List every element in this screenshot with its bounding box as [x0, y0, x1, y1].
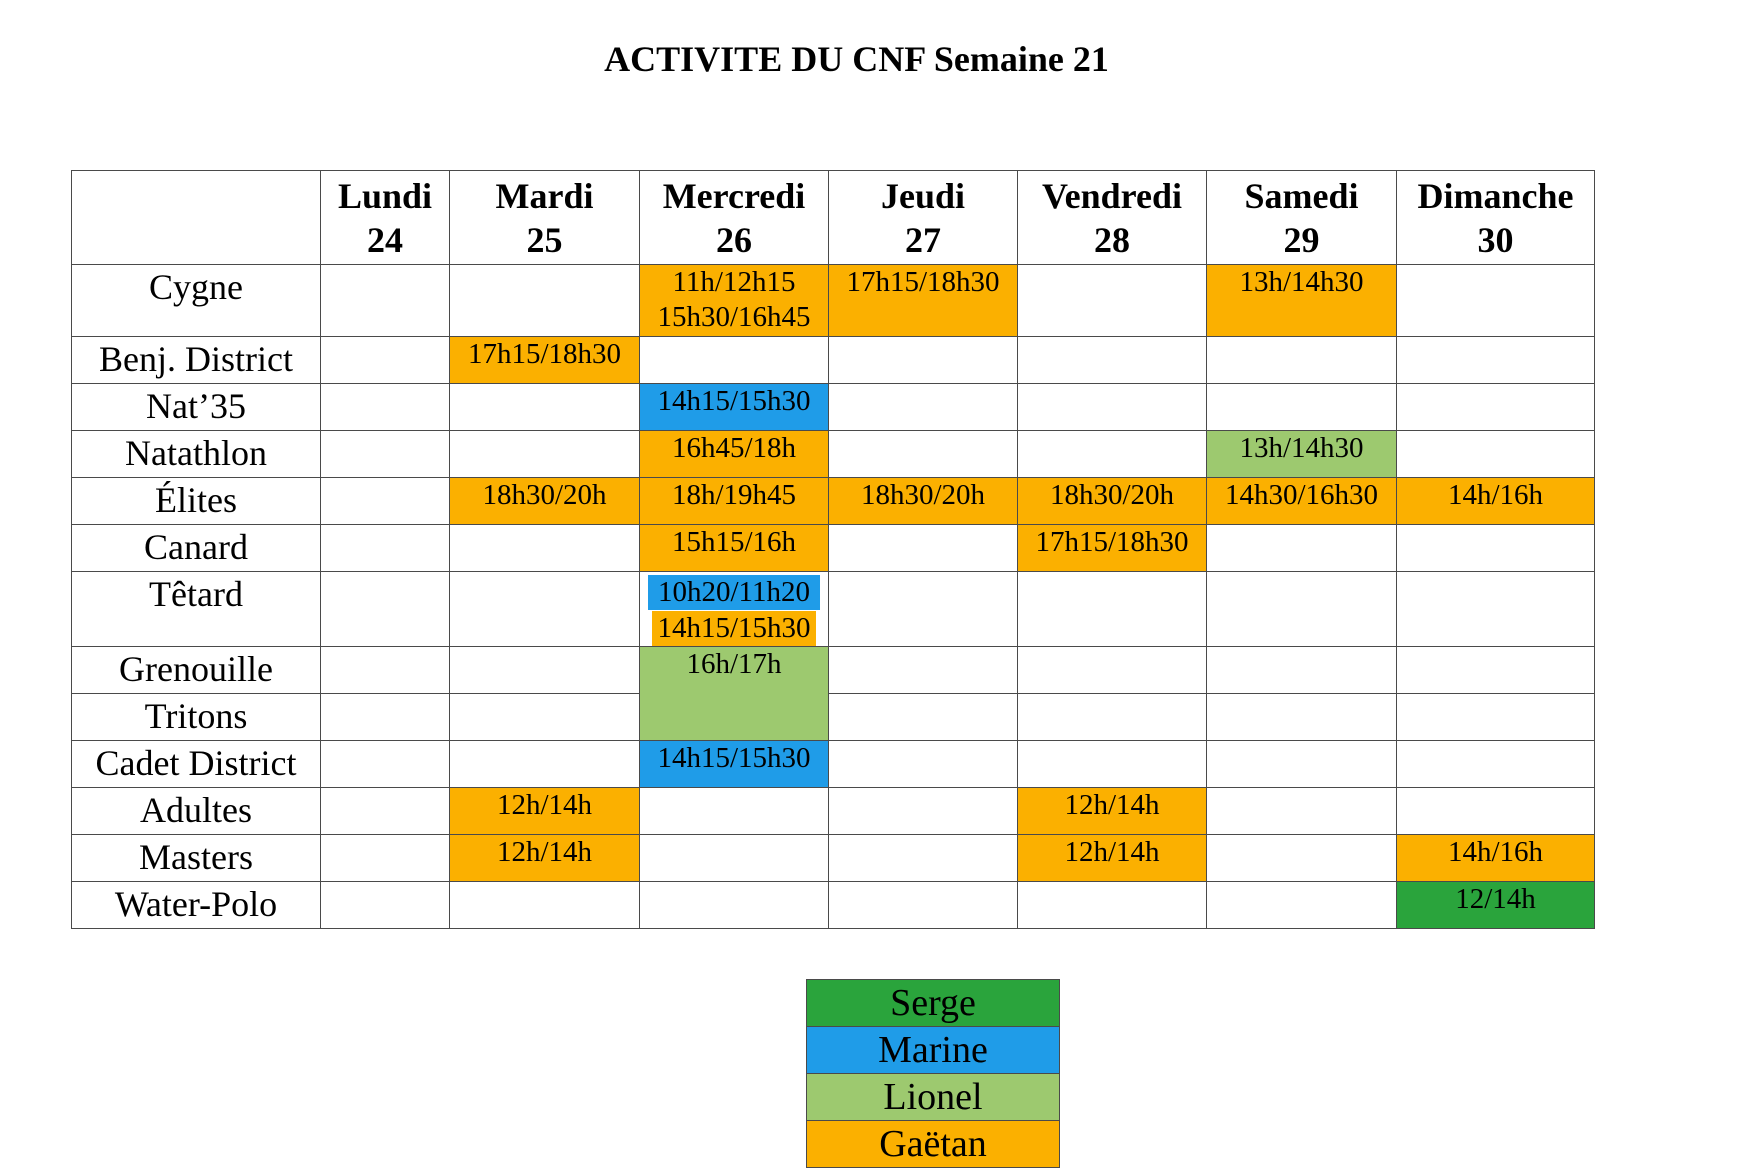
- day-header-mardi: Mardi 25: [450, 171, 640, 265]
- slot-empty: [1018, 741, 1207, 788]
- slot-empty: [829, 741, 1018, 788]
- slot-empty: [1397, 572, 1595, 647]
- slot-empty: [321, 788, 450, 835]
- header-row: [72, 171, 1595, 265]
- legend-item-marine: Marine: [807, 1027, 1060, 1074]
- slot-elites-samedi: 14h30/16h30: [1207, 478, 1397, 525]
- slot-band-marine: 10h20/11h20: [648, 575, 820, 610]
- slot-empty: [321, 384, 450, 431]
- page-title: ACTIVITE DU CNF Semaine 21: [604, 39, 1109, 79]
- row-nat35: [72, 384, 1595, 431]
- slot-masters-vendredi: 12h/14h: [1018, 835, 1207, 882]
- slot-empty: [829, 647, 1018, 694]
- group-label: Water-Polo: [72, 882, 321, 929]
- row-masters: [72, 835, 1595, 882]
- slot-masters-dimanche: 14h/16h: [1397, 835, 1595, 882]
- slot-empty: [321, 478, 450, 525]
- slot-empty: [829, 835, 1018, 882]
- slot-grenouille-tritons-mercredi: 16h/17h: [640, 647, 829, 741]
- slot-benj-mardi: 17h15/18h30: [450, 337, 640, 384]
- slot-empty: [1207, 525, 1397, 572]
- day-header-mercredi: Mercredi 26: [640, 171, 829, 265]
- slot-adultes-mardi: 12h/14h: [450, 788, 640, 835]
- slot-empty: [1018, 572, 1207, 647]
- slot-empty: [1397, 337, 1595, 384]
- slot-waterpolo-dimanche: 12/14h: [1397, 882, 1595, 929]
- slot-empty: [1397, 265, 1595, 337]
- slot-empty: [1207, 882, 1397, 929]
- day-header-jeudi: Jeudi 27: [829, 171, 1018, 265]
- slot-empty: [1207, 337, 1397, 384]
- slot-cygne-mercredi: 11h/12h15 15h30/16h45: [640, 265, 829, 337]
- slot-empty: [321, 525, 450, 572]
- schedule-table: [71, 170, 1595, 929]
- slot-empty: [1207, 788, 1397, 835]
- slot-empty: [321, 835, 450, 882]
- slot-empty: [321, 882, 450, 929]
- slot-empty: [1397, 525, 1595, 572]
- slot-empty: [1207, 741, 1397, 788]
- group-label: Benj. District: [72, 337, 321, 384]
- slot-empty: [1207, 384, 1397, 431]
- slot-elites-dimanche: 14h/16h: [1397, 478, 1595, 525]
- slot-elites-vendredi: 18h30/20h: [1018, 478, 1207, 525]
- row-elites: [72, 478, 1595, 525]
- slot-empty: [1397, 384, 1595, 431]
- group-label: Masters: [72, 835, 321, 882]
- row-cygne: [72, 265, 1595, 337]
- slot-empty: [1397, 431, 1595, 478]
- slot-empty: [829, 431, 1018, 478]
- slot-empty: [450, 647, 640, 694]
- slot-empty: [1018, 647, 1207, 694]
- slot-empty: [450, 741, 640, 788]
- slot-empty: [321, 337, 450, 384]
- slot-empty: [1018, 882, 1207, 929]
- slot-empty: [321, 741, 450, 788]
- slot-empty: [321, 694, 450, 741]
- slot-elites-mardi: 18h30/20h: [450, 478, 640, 525]
- slot-natathlon-samedi: 13h/14h30: [1207, 431, 1397, 478]
- slot-cygne-jeudi: 17h15/18h30: [829, 265, 1018, 337]
- slot-empty: [1207, 694, 1397, 741]
- group-label: Têtard: [72, 572, 321, 647]
- group-label: Tritons: [72, 694, 321, 741]
- row-tritons: [72, 694, 1595, 741]
- group-label: Cygne: [72, 265, 321, 337]
- group-label: Canard: [72, 525, 321, 572]
- row-benj-district: [72, 337, 1595, 384]
- slot-empty: [1207, 572, 1397, 647]
- slot-empty: [1018, 265, 1207, 337]
- slot-empty: [1018, 384, 1207, 431]
- legend-item-gaetan: Gaëtan: [807, 1121, 1060, 1168]
- slot-masters-mardi: 12h/14h: [450, 835, 640, 882]
- day-header-samedi: Samedi 29: [1207, 171, 1397, 265]
- day-header-lundi: Lundi 24: [321, 171, 450, 265]
- group-label: Élites: [72, 478, 321, 525]
- slot-elites-jeudi: 18h30/20h: [829, 478, 1018, 525]
- legend-item-lionel: Lionel: [807, 1074, 1060, 1121]
- slot-empty: [321, 572, 450, 647]
- slot-cygne-samedi: 13h/14h30: [1207, 265, 1397, 337]
- slot-empty: [450, 431, 640, 478]
- slot-empty: [1207, 835, 1397, 882]
- slot-empty: [321, 647, 450, 694]
- slot-empty: [450, 572, 640, 647]
- slot-empty: [640, 337, 829, 384]
- group-label: Adultes: [72, 788, 321, 835]
- row-adultes: [72, 788, 1595, 835]
- slot-empty: [1397, 647, 1595, 694]
- row-water-polo: [72, 882, 1595, 929]
- slot-canard-vendredi: 17h15/18h30: [1018, 525, 1207, 572]
- slot-adultes-vendredi: 12h/14h: [1018, 788, 1207, 835]
- slot-empty: [450, 694, 640, 741]
- slot-empty: [829, 882, 1018, 929]
- slot-empty: [1397, 694, 1595, 741]
- slot-empty: [450, 384, 640, 431]
- slot-empty: [1207, 647, 1397, 694]
- day-header-dimanche: Dimanche 30: [1397, 171, 1595, 265]
- slot-empty: [829, 694, 1018, 741]
- day-header-vendredi: Vendredi 28: [1018, 171, 1207, 265]
- slot-empty: [1018, 431, 1207, 478]
- slot-empty: [829, 337, 1018, 384]
- slot-empty: [321, 265, 450, 337]
- slot-empty: [450, 525, 640, 572]
- group-label: Nat’35: [72, 384, 321, 431]
- coach-legend: [806, 979, 1060, 1168]
- group-label: Cadet District: [72, 741, 321, 788]
- row-cadet-district: [72, 741, 1595, 788]
- slot-empty: [321, 431, 450, 478]
- row-tetard: [72, 572, 1595, 647]
- slot-cadet-mercredi: 14h15/15h30: [640, 741, 829, 788]
- slot-empty: [1397, 741, 1595, 788]
- slot-empty: [640, 882, 829, 929]
- slot-empty: [1397, 788, 1595, 835]
- row-natathlon: [72, 431, 1595, 478]
- group-label: Natathlon: [72, 431, 321, 478]
- slot-tetard-mercredi: [640, 572, 829, 647]
- slot-empty: [450, 882, 640, 929]
- group-label: Grenouille: [72, 647, 321, 694]
- slot-empty: [1018, 694, 1207, 741]
- slot-natathlon-mercredi: 16h45/18h: [640, 431, 829, 478]
- slot-canard-mercredi: 15h15/16h: [640, 525, 829, 572]
- slot-empty: [640, 835, 829, 882]
- slot-band-gaetan: 14h15/15h30: [652, 611, 816, 646]
- slot-elites-mercredi: 18h/19h45: [640, 478, 829, 525]
- slot-empty: [1018, 337, 1207, 384]
- row-grenouille: [72, 647, 1595, 694]
- slot-empty: [829, 384, 1018, 431]
- slot-empty: [640, 788, 829, 835]
- legend-item-serge: Serge: [807, 980, 1060, 1027]
- row-canard: [72, 525, 1595, 572]
- slot-empty: [829, 788, 1018, 835]
- slot-empty: [829, 525, 1018, 572]
- slot-empty: [450, 265, 640, 337]
- slot-nat35-mercredi: 14h15/15h30: [640, 384, 829, 431]
- corner-cell: [72, 171, 321, 265]
- slot-empty: [829, 572, 1018, 647]
